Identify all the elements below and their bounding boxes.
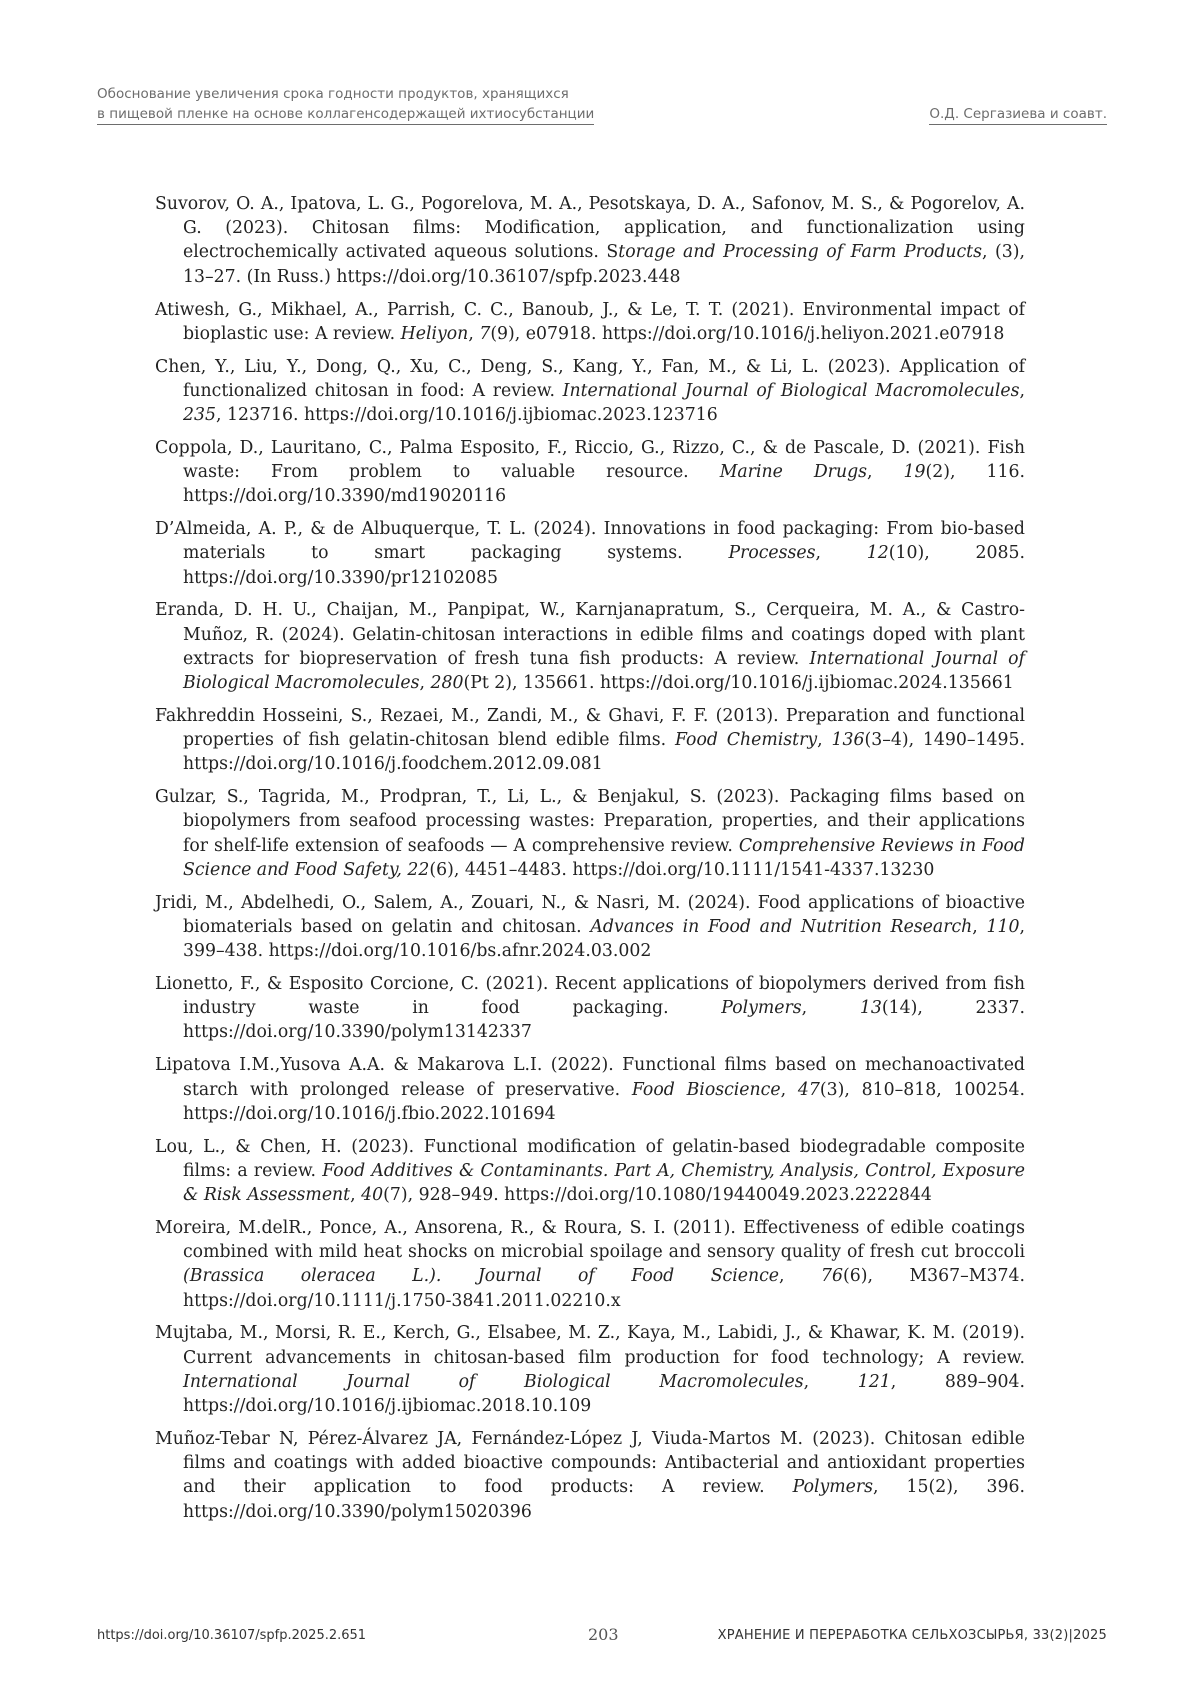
reference-item: Chen, Y., Liu, Y., Dong, Q., Xu, C., Deng, S., Kang, Y., Fan, M., & Li, L. (2023). Application of functionalized chitosan in food: A review. International Journal of Biological Macromolecules, 235, 123716. https://doi.org/10.1016/j.ijbiomac.2023.123716 — [155, 355, 1025, 428]
page-header — [97, 84, 1107, 126]
running-title-line2: в пищевой пленке на основе коллагенсодержащей ихтиосубстанции — [97, 104, 594, 125]
running-title-line1: Обоснование увеличения срока годности продуктов, хранящихся — [97, 84, 594, 104]
reference-list — [155, 192, 1025, 1532]
running-title — [97, 84, 594, 125]
reference-item: D’Almeida, A. P., & de Albuquerque, T. L. (2024). Innovations in food packaging: From bio-based materials to smart packaging systems. Processes, 12(10), 2085. https://doi.org/10.3390/pr12102085 — [155, 517, 1025, 590]
page-footer — [97, 1625, 1107, 1649]
reference-item: Lipatova I.M.,Yusova A.A. & Makarova L.I. (2022). Functional films based on mechanoactivated starch with prolonged release of preservative. Food Bioscience, 47(3), 810–818, 100254. https://doi.org/10.1016/j.fbio.2022.101694 — [155, 1053, 1025, 1126]
running-authors: О.Д. Сергазиева и соавт. — [929, 104, 1107, 125]
footer-doi-link[interactable]: https://doi.org/10.36107/spfp.2025.2.651 — [97, 1628, 366, 1643]
reference-item: Gulzar, S., Tagrida, M., Prodpran, T., Li, L., & Benjakul, S. (2023). Packaging films based on biopolymers from seafood processing wastes: Preparation, properties, and their applications for shelf-life extension of seafoods — A comprehensive review. Comprehensive Reviews in Food Science and Food Safety, 22(6), 4451–4483. https://doi.org/10.1111/1541-4337.13230 — [155, 785, 1025, 882]
reference-item: Lionetto, F., & Esposito Corcione, C. (2021). Recent applications of biopolymers derived from fish industry waste in food packaging. Polymers, 13(14), 2337. https://doi.org/10.3390/polym13142337 — [155, 972, 1025, 1045]
reference-item: Atiwesh, G., Mikhael, A., Parrish, C. C., Banoub, J., & Le, T. T. (2021). Environmental impact of bioplastic use: A review. Heliyon, 7(9), e07918. https://doi.org/10.1016/j.heliyon.2021.e07918 — [155, 298, 1025, 346]
journal-name: ХРАНЕНИЕ И ПЕРЕРАБОТКА СЕЛЬХОЗСЫРЬЯ, 33(2)|2025 — [718, 1628, 1107, 1643]
page-number: 203 — [588, 1625, 619, 1644]
reference-item: Coppola, D., Lauritano, C., Palma Esposito, F., Riccio, G., Rizzo, C., & de Pascale, D. (2021). Fish waste: From problem to valuable resource. Marine Drugs, 19(2), 116. https://doi.org/10.3390/md19020116 — [155, 436, 1025, 509]
reference-item: Eranda, D. H. U., Chaijan, M., Panpipat, W., Karnjanapratum, S., Cerqueira, M. A., & Castro-Muñoz, R. (2024). Gelatin-chitosan interactions in edible films and coatings doped with plant extracts for biopreservation of fresh tuna fish products: A review. International Journal of Biological Macromolecules, 280(Pt 2), 135661. https://doi.org/10.1016/j.ijbiomac.2024.135661 — [155, 598, 1025, 695]
reference-item: Fakhreddin Hosseini, S., Rezaei, M., Zandi, M., & Ghavi, F. F. (2013). Preparation and functional properties of fish gelatin-chitosan blend edible films. Food Chemistry, 136(3–4), 1490–1495. https://doi.org/10.1016/j.foodchem.2012.09.081 — [155, 704, 1025, 777]
reference-item: Jridi, M., Abdelhedi, O., Salem, A., Zouari, N., & Nasri, M. (2024). Food applications of bioactive biomaterials based on gelatin and chitosan. Advances in Food and Nutrition Research, 110, 399–438. https://doi.org/10.1016/bs.afnr.2024.03.002 — [155, 891, 1025, 964]
reference-item: Moreira, M.delR., Ponce, A., Ansorena, R., & Roura, S. I. (2011). Effectiveness of edible coatings combined with mild heat shocks on microbial spoilage and sensory quality of fresh cut broccoli (Brassica oleracea L.). Journal of Food Science, 76(6), M367–M374. https://doi.org/10.1111/j.1750-3841.2011.02210.x — [155, 1216, 1025, 1313]
reference-item: Mujtaba, M., Morsi, R. E., Kerch, G., Elsabee, M. Z., Kaya, M., Labidi, J., & Khawar, K. M. (2019). Current advancements in chitosan-based film production for food technology; A review. International Journal of Biological Macromolecules, 121, 889–904. https://doi.org/10.1016/j.ijbiomac.2018.10.109 — [155, 1321, 1025, 1418]
reference-item: Muñoz-Tebar N, Pérez-Álvarez JA, Fernández-López J, Viuda-Martos M. (2023). Chitosan edible films and coatings with added bioactive compounds: Antibacterial and antioxidant properties and their application to food products: A review. Polymers, 15(2), 396. https://doi.org/10.3390/polym15020396 — [155, 1427, 1025, 1524]
reference-item: Lou, L., & Chen, H. (2023). Functional modification of gelatin-based biodegradable composite films: a review. Food Additives & Contaminants. Part A, Chemistry, Analysis, Control, Exposure & Risk Assessment, 40(7), 928–949. https://doi.org/10.1080/19440049.2023.2222844 — [155, 1135, 1025, 1208]
reference-item: Suvorov, O. A., Ipatova, L. G., Pogorelova, M. A., Pesotskaya, D. A., Safonov, M. S., & Pogorelov, A. G. (2023). Chitosan films: Modification, application, and functionalization using electrochemically activated aqueous solutions. Storage and Processing of Farm Products, (3), 13–27. (In Russ.) https://doi.org/10.36107/spfp.2023.448 — [155, 192, 1025, 289]
